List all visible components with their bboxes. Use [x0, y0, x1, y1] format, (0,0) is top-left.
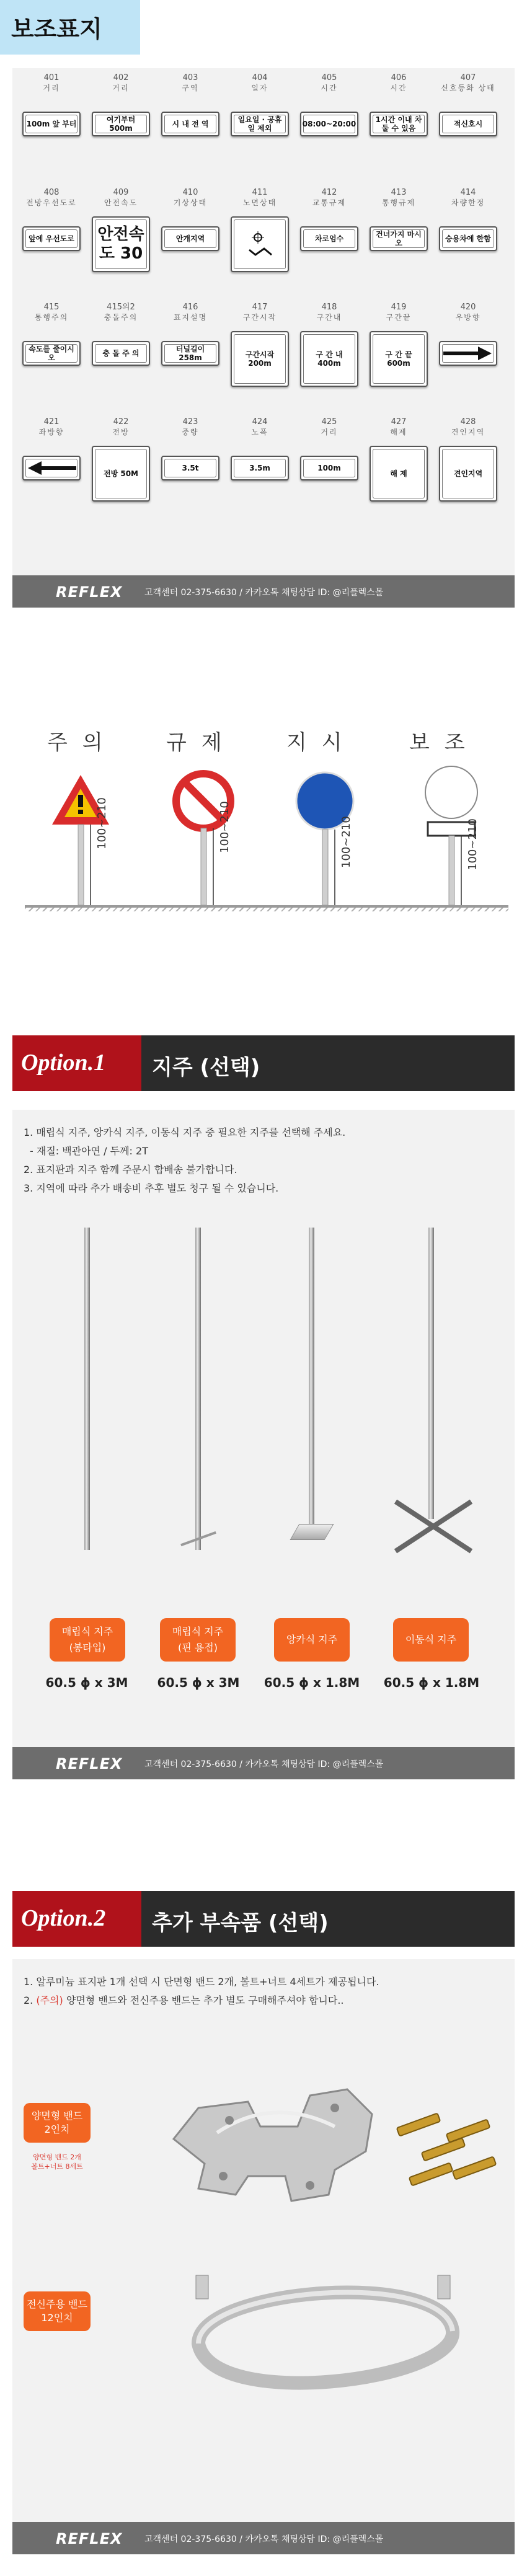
- sign-name: 시간: [390, 84, 407, 92]
- sign-plate: [300, 456, 358, 480]
- sign-plate-text: 시 내 전 역: [164, 115, 216, 133]
- sign-418: [295, 303, 363, 414]
- sign-425: [295, 417, 363, 529]
- category-instruction: 지시: [286, 730, 357, 755]
- sign-plate-text: 안전속도 30: [95, 219, 147, 269]
- option2-title: 추가 부속품 (선택): [152, 1911, 329, 1936]
- sign-420: [434, 303, 502, 414]
- pole-buried-pin: [195, 1228, 201, 1550]
- category-regulation: 규제: [166, 730, 237, 755]
- part-note-double-band: [14, 2153, 100, 2171]
- footer-bar: [12, 575, 515, 608]
- sign-plate: [22, 341, 81, 366]
- sign-number: 416: [182, 303, 198, 312]
- sign-name: 통행주의: [34, 313, 69, 322]
- sign-421: [17, 417, 86, 529]
- sign-plate-text: 건너가지 마시오: [373, 229, 425, 248]
- option1-notes: [24, 1123, 345, 1198]
- footer-bar: [12, 1747, 515, 1779]
- reflex-logo: REFLEX: [56, 2530, 123, 2547]
- sign-number: 419: [391, 303, 407, 312]
- sign-number: 418: [321, 303, 337, 312]
- sign-plate: [439, 341, 497, 366]
- sign-name: 통행규제: [381, 198, 416, 207]
- option2-note-2-warning: (주의): [36, 1994, 63, 2006]
- sign-plate-text: 적신호시: [442, 115, 494, 133]
- sign-name: 거리: [112, 84, 130, 92]
- height-markers: [91, 825, 461, 905]
- option2-note-2-text: 양면형 밴드와 전신주용 밴드는 추가 별도 구매해주셔야 합니다..: [66, 1994, 344, 2006]
- pole-badge-label: 앙카식 지주: [286, 1634, 338, 1645]
- sign-name: 시간: [321, 84, 338, 92]
- double-band-image: [161, 2071, 508, 2213]
- pole-movable-stand: [391, 1489, 477, 1557]
- sign-408: [17, 188, 86, 299]
- sign-name: 구간시작: [242, 313, 277, 322]
- sign-404: [226, 73, 294, 185]
- sign-plate-text: 3.5t: [164, 459, 216, 477]
- pole-badge-movable: [393, 1618, 469, 1662]
- pole-badge-anchor: [274, 1618, 350, 1662]
- sign-number: 406: [391, 73, 407, 82]
- sign-name: 전방: [112, 428, 130, 436]
- sign-name: 견인지역: [451, 428, 485, 436]
- sign-name: 표지설명: [173, 313, 208, 322]
- sign-plate-text: 100m 앞 부터: [25, 115, 78, 133]
- pole-spec-movable: 60.5 ϕ x 1.8M: [383, 1675, 480, 1690]
- pole-badge-label: 매립식 지주: [172, 1626, 224, 1637]
- sign-plate: [231, 456, 289, 480]
- part-badge-pole-band: [24, 2291, 91, 2331]
- option2-note-2-num: 2.: [24, 1994, 33, 2006]
- sign-number: 428: [460, 417, 476, 427]
- option1-badge: [12, 1035, 141, 1091]
- sign-412: [295, 188, 363, 299]
- contact-text: 고객센터 02-375-6630 / 카카오톡 채팅상담 ID: @리플렉스몰: [144, 588, 384, 598]
- sign-plate-text: 구 간 내 400m: [303, 334, 355, 384]
- sign-number: 422: [113, 417, 129, 427]
- sign-plate-text: 차로엄수: [303, 229, 355, 248]
- ground-hatch: [25, 908, 508, 911]
- sign-number: 401: [43, 73, 60, 82]
- option1-note-material: - 재질: 백관아연 / 두께: 2T: [30, 1145, 148, 1157]
- ice-road-icon: [234, 219, 286, 269]
- pole-band-image: [161, 2251, 484, 2437]
- pole-spec-buried-rod: 60.5 ϕ x 3M: [45, 1675, 128, 1690]
- sign-name: 구역: [182, 84, 199, 92]
- sign-413: [365, 188, 433, 299]
- sign-415의2: [87, 303, 155, 414]
- sign-424: [226, 417, 294, 529]
- pole-badge-sublabel: (핀 용접): [178, 1642, 218, 1653]
- sign-plate-text: 여기부터 500m: [95, 115, 147, 133]
- sign-name: 구간내: [316, 313, 342, 322]
- sign-number: 410: [182, 188, 198, 197]
- option2-header: [12, 1891, 515, 1947]
- sign-name: 노폭: [251, 428, 268, 436]
- sign-number: 415의2: [107, 303, 135, 312]
- contact-text: 고객센터 02-375-6630 / 카카오톡 채팅상담 ID: @리플렉스몰: [144, 1759, 384, 1769]
- sign-number: 403: [182, 73, 198, 82]
- sign-415: [17, 303, 86, 414]
- sign-plate: [231, 216, 289, 272]
- footer-bar: [12, 2522, 515, 2554]
- sign-422: [87, 417, 155, 529]
- sign-401: [17, 73, 86, 185]
- sign-plate-text: 일요일 · 공휴일 제외: [234, 115, 286, 133]
- sign-427: [365, 417, 433, 529]
- part-badge-sublabel: 12인치: [41, 2312, 73, 2324]
- sign-409: [87, 188, 155, 299]
- option2-note-1: 1. 알루미늄 표지판 1개 선택 시 단면형 밴드 2개, 볼트+너트 4세트가 제공됩니다.: [24, 1976, 379, 1988]
- sign-name: 구간끝: [386, 313, 412, 322]
- sign-row: [12, 73, 515, 185]
- part-note-line-1: 양면형 밴드 2개: [33, 2153, 81, 2161]
- sign-plate-text: 견인지역: [442, 449, 494, 498]
- sign-name: 좌방향: [38, 428, 64, 436]
- sign-name: 해제: [390, 428, 407, 436]
- sign-plate: [231, 331, 289, 387]
- height-label-caution: 100~210: [95, 797, 108, 849]
- sign-plate-text: 승용차에 한함: [442, 229, 494, 248]
- sign-name: 기상상태: [173, 198, 208, 207]
- sign-number: 409: [113, 188, 129, 197]
- sign-plate: [439, 112, 497, 136]
- sign-plate: [92, 446, 150, 502]
- sign-plate: [161, 226, 219, 251]
- option1-title: 지주 (선택): [152, 1055, 260, 1080]
- sign-name: 거리: [321, 428, 338, 436]
- sign-number: 425: [321, 417, 337, 427]
- option1-badge-text: Option.1: [21, 1050, 106, 1076]
- sign-414: [434, 188, 502, 299]
- sign-plate-text: 해 제: [373, 449, 425, 498]
- sign-428: [434, 417, 502, 529]
- sign-row: [12, 303, 515, 414]
- contact-text: 고객센터 02-375-6630 / 카카오톡 채팅상담 ID: @리플렉스몰: [144, 2534, 384, 2544]
- reflex-logo: REFLEX: [56, 583, 123, 601]
- sign-name: 거리: [43, 84, 60, 92]
- sign-plate: [161, 456, 219, 480]
- sign-number: 415: [43, 303, 60, 312]
- part-note-line-2: 볼트+너트 8세트: [31, 2162, 83, 2171]
- section-title-text: 보조표지: [11, 15, 102, 43]
- sign-plate: [370, 226, 428, 251]
- sign-410: [156, 188, 224, 299]
- sign-row: [12, 188, 515, 299]
- sign-plate-text: 충 돌 주 의: [95, 344, 147, 363]
- sign-number: 424: [252, 417, 268, 427]
- option2-notes: [24, 1973, 379, 2010]
- sign-plate: [92, 341, 150, 366]
- sign-419: [365, 303, 433, 414]
- sign-plate: [92, 112, 150, 136]
- sign-number: 407: [460, 73, 476, 82]
- sign-number: 404: [252, 73, 268, 82]
- sign-name: 충돌주의: [104, 313, 138, 322]
- sign-402: [87, 73, 155, 185]
- sign-plate-text: 구간시작 200m: [234, 334, 286, 384]
- sign-plate: [231, 112, 289, 136]
- sign-name: 차량한정: [451, 198, 485, 207]
- pole-badge-buried-rod: [50, 1618, 125, 1662]
- sign-plate: [370, 331, 428, 387]
- sign-plate-text: 터널길이 258m: [164, 344, 216, 363]
- sign-plate: [370, 112, 428, 136]
- sign-plate-text: 안개지역: [164, 229, 216, 248]
- pole-badge-label: 매립식 지주: [61, 1626, 113, 1637]
- option1-panel: [12, 1110, 515, 1779]
- option1-note-2: 2. 표지판과 지주 함께 주문시 합배송 불가합니다.: [24, 1164, 237, 1175]
- sign-number: 408: [43, 188, 60, 197]
- sign-name: 안전속도: [104, 198, 138, 207]
- pole-badge-sublabel: (봉타입): [69, 1642, 106, 1653]
- pole-badge-label: 이동식 지주: [405, 1634, 457, 1645]
- category-illustrations: [0, 763, 527, 924]
- sign-417: [226, 303, 294, 414]
- sign-number: 427: [391, 417, 407, 427]
- option2-badge: [12, 1891, 141, 1947]
- sign-name: 신호등화 상태: [441, 84, 495, 92]
- category-caution: 주의: [47, 730, 118, 755]
- sign-name: 우방향: [455, 313, 481, 322]
- sign-number: 414: [460, 188, 476, 197]
- option2-note-2: [24, 1991, 379, 2010]
- sign-plate-text: 구 간 끝 600m: [373, 334, 425, 384]
- pole-buried-rod: [84, 1228, 90, 1550]
- sign-407: [434, 73, 502, 185]
- height-label-instruction: 100~210: [340, 816, 353, 868]
- section-title: [0, 0, 140, 55]
- sign-number: 413: [391, 188, 407, 197]
- sign-number: 423: [182, 417, 198, 427]
- option2-badge-text: Option.2: [21, 1905, 106, 1931]
- sign-name: 중량: [182, 428, 199, 436]
- part-badge-label: 전신주용 밴드: [27, 2298, 87, 2310]
- sign-plate: [300, 331, 358, 387]
- sign-plate: [300, 226, 358, 251]
- sign-plate: [92, 216, 150, 272]
- sign-423: [156, 417, 224, 529]
- sign-plate: [22, 112, 81, 136]
- sign-number: 402: [113, 73, 129, 82]
- category-auxiliary: 보조: [409, 730, 480, 755]
- sign-plate-text: 08:00~20:00: [303, 115, 355, 133]
- option1-note-3: 3. 지역에 따라 추가 배송비 추후 별도 청구 될 수 있습니다.: [24, 1182, 279, 1194]
- sign-plate: [161, 112, 219, 136]
- sign-403: [156, 73, 224, 185]
- pole-spec-anchor: 60.5 ϕ x 1.8M: [264, 1675, 360, 1690]
- sign-plate-text: 3.5m: [234, 459, 286, 477]
- sign-number: 412: [321, 188, 337, 197]
- option1-note-1: 1. 매립식 지주, 앙카식 지주, 이동식 지주 중 필요한 지주를 선택해 주세요.: [24, 1126, 346, 1138]
- part-badge-double-band: [24, 2103, 91, 2143]
- part-badge-label: 양면형 밴드: [31, 2110, 83, 2122]
- sign-plate: [300, 112, 358, 136]
- pole-spec-buried-pin: 60.5 ϕ x 3M: [157, 1675, 240, 1690]
- pole-anchor: [309, 1228, 314, 1525]
- sign-plate: [439, 446, 497, 502]
- sign-405: [295, 73, 363, 185]
- sign-plate-text: 1시간 이내 차둘 수 있음: [373, 115, 425, 133]
- option1-header: [12, 1035, 515, 1091]
- sign-411: [226, 188, 294, 299]
- sign-plate-text: 전방 50M: [95, 449, 147, 498]
- sign-row: [12, 417, 515, 529]
- sign-plate-text: 속도를 줄이시오: [25, 344, 78, 363]
- sign-plate: [370, 446, 428, 502]
- sign-plate-text: 앞에 우선도로: [25, 229, 78, 248]
- sign-name: 노면상태: [242, 198, 277, 207]
- sign-name: 전방우선도로: [26, 198, 77, 207]
- sign-406: [365, 73, 433, 185]
- sign-name: 일자: [251, 84, 268, 92]
- sign-number: 421: [43, 417, 60, 427]
- sign-name: 교통규제: [312, 198, 347, 207]
- sign-plate: [161, 341, 219, 366]
- sign-plate: [439, 226, 497, 251]
- sign-plate: [22, 456, 81, 480]
- sign-plate: [22, 226, 81, 251]
- option2-panel: [12, 1959, 515, 2554]
- pole-badge-buried-pin: [160, 1618, 236, 1662]
- pole-anchor-base: [290, 1524, 334, 1540]
- reflex-logo: REFLEX: [56, 1755, 123, 1773]
- signs-panel: [12, 68, 515, 608]
- right-arrow-icon: [442, 344, 494, 363]
- sign-416: [156, 303, 224, 414]
- sign-number: 405: [321, 73, 337, 82]
- height-label-regulation: 100~210: [218, 801, 231, 853]
- sign-number: 420: [460, 303, 476, 312]
- part-badge-sublabel: 2인치: [44, 2123, 70, 2135]
- sign-number: 411: [252, 188, 268, 197]
- sign-number: 417: [252, 303, 268, 312]
- height-label-auxiliary: 100~210: [466, 818, 479, 870]
- pole-movable: [428, 1228, 434, 1519]
- left-arrow-icon: [25, 459, 78, 477]
- sign-plate-text: 100m: [303, 459, 355, 477]
